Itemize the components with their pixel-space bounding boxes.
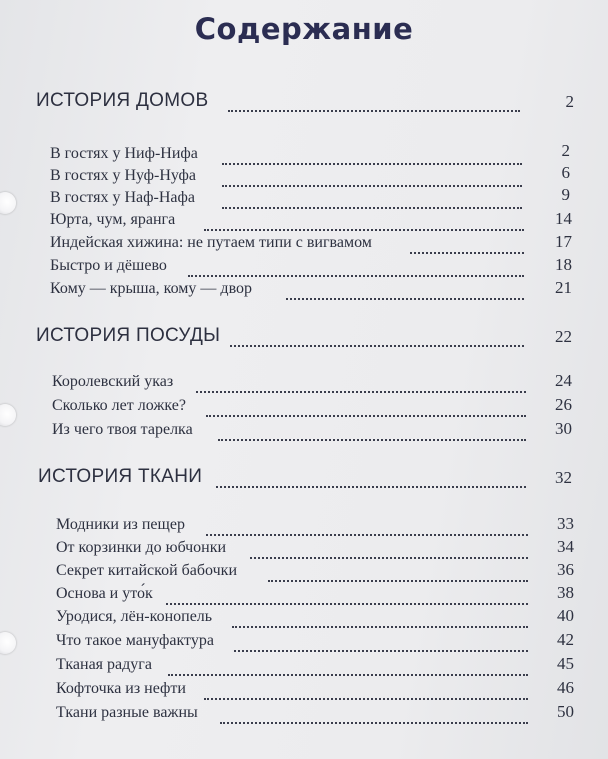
toc-section-page: 32 bbox=[555, 468, 572, 487]
toc-entry-page: 36 bbox=[557, 560, 574, 579]
toc-section-title: ИСТОРИЯ ПОСУДЫ bbox=[36, 325, 221, 346]
toc-leader-dots bbox=[232, 624, 528, 628]
toc-entry-page: 18 bbox=[555, 255, 572, 274]
toc-entry-page: 21 bbox=[555, 278, 572, 297]
toc-leader-dots bbox=[268, 578, 528, 582]
toc-entry bbox=[0, 373, 608, 399]
toc-leader-dots bbox=[188, 273, 524, 277]
toc-leader-dots bbox=[410, 250, 524, 254]
toc-entry bbox=[0, 608, 608, 634]
toc-entry-page: 34 bbox=[557, 537, 574, 556]
toc-entry bbox=[0, 656, 608, 682]
toc-entry-page: 42 bbox=[557, 630, 574, 649]
toc-entry-title: Секрет китайской бабочки bbox=[56, 562, 237, 579]
toc-section-dishes bbox=[0, 325, 608, 351]
toc-section-page: 2 bbox=[565, 92, 574, 111]
toc-entry-page: 17 bbox=[555, 232, 572, 251]
toc-entry-page: 9 bbox=[561, 185, 570, 204]
toc-entry-title: Модники из пещер bbox=[56, 516, 185, 533]
toc-leader-dots bbox=[206, 532, 528, 536]
toc-entry-page: 45 bbox=[557, 654, 574, 673]
toc-entry-title: Юрта, чум, яранга bbox=[50, 211, 176, 228]
toc-entry-title: В гостях у Нуф-Нуфа bbox=[50, 167, 196, 184]
toc-entry-title: В гостях у Наф-Нафа bbox=[50, 189, 195, 206]
toc-entry-title: Уродися, лён-конопель bbox=[56, 608, 213, 625]
toc-entry-page: 30 bbox=[555, 419, 572, 438]
toc-leader-dots bbox=[206, 413, 526, 417]
page-title: Содержание bbox=[194, 12, 414, 46]
toc-leader-dots bbox=[234, 648, 528, 652]
toc-entry-title: Тканая радуга bbox=[56, 656, 152, 673]
toc-entry-title: Основа и уто́к bbox=[56, 585, 153, 602]
toc-leader-dots bbox=[216, 484, 526, 488]
toc-leader-dots bbox=[222, 161, 522, 165]
toc-leader-dots bbox=[218, 437, 526, 441]
toc-entry-page: 26 bbox=[555, 395, 572, 414]
toc-leader-dots bbox=[166, 601, 528, 605]
toc-entry-title: Индейская хижина: не путаем типи с вигвамом bbox=[50, 234, 372, 251]
toc-leader-dots bbox=[250, 555, 528, 559]
toc-entry-page: 50 bbox=[557, 702, 574, 721]
toc-entry bbox=[0, 397, 608, 423]
toc-entry bbox=[0, 704, 608, 730]
toc-entry bbox=[0, 632, 608, 658]
toc-entry-page: 2 bbox=[561, 141, 570, 160]
toc-leader-dots bbox=[204, 696, 528, 700]
toc-section-fabric bbox=[0, 466, 608, 492]
toc-entry-page: 24 bbox=[555, 371, 572, 390]
toc-leader-dots bbox=[204, 227, 524, 231]
toc-section-houses bbox=[0, 90, 608, 116]
toc-entry bbox=[0, 280, 608, 306]
toc-entry-title: Королевский указ bbox=[52, 373, 174, 390]
toc-section-title: ИСТОРИЯ ТКАНИ bbox=[38, 466, 203, 487]
toc-leader-dots bbox=[196, 389, 526, 393]
toc-entry bbox=[0, 680, 608, 706]
toc-section-title: ИСТОРИЯ ДОМОВ bbox=[36, 90, 209, 111]
toc-entry-page: 6 bbox=[561, 163, 570, 182]
toc-entry-title: От корзинки до юбчонки bbox=[56, 539, 227, 556]
toc-leader-dots bbox=[222, 183, 522, 187]
toc-entry-title: В гостях у Ниф-Нифа bbox=[50, 145, 198, 162]
toc-leader-dots bbox=[222, 205, 522, 209]
toc-section-page: 22 bbox=[555, 327, 572, 346]
toc-leader-dots bbox=[168, 672, 528, 676]
toc-leader-dots bbox=[286, 296, 524, 300]
toc-leader-dots bbox=[220, 720, 528, 724]
toc-leader-dots bbox=[228, 108, 520, 112]
toc-entry-page: 38 bbox=[557, 583, 574, 602]
toc-entry-page: 14 bbox=[555, 209, 572, 228]
toc-entry-title: Кому — крыша, кому — двор bbox=[50, 280, 253, 297]
toc-entry-title: Быстро и дёшево bbox=[50, 257, 167, 274]
toc-leader-dots bbox=[230, 343, 524, 347]
toc-entry-title: Сколько лет ложке? bbox=[52, 397, 186, 414]
toc-entry-title: Из чего твоя тарелка bbox=[52, 421, 193, 438]
toc-entry-title: Что такое мануфактура bbox=[56, 632, 214, 649]
toc-entry-page: 40 bbox=[557, 606, 574, 625]
toc-entry-page: 46 bbox=[557, 678, 574, 697]
toc-entry-title: Кофточка из нефти bbox=[56, 680, 186, 697]
toc-entry-title: Ткани разные важны bbox=[56, 704, 198, 721]
toc-entry bbox=[0, 421, 608, 447]
toc-entry-page: 33 bbox=[557, 514, 574, 533]
